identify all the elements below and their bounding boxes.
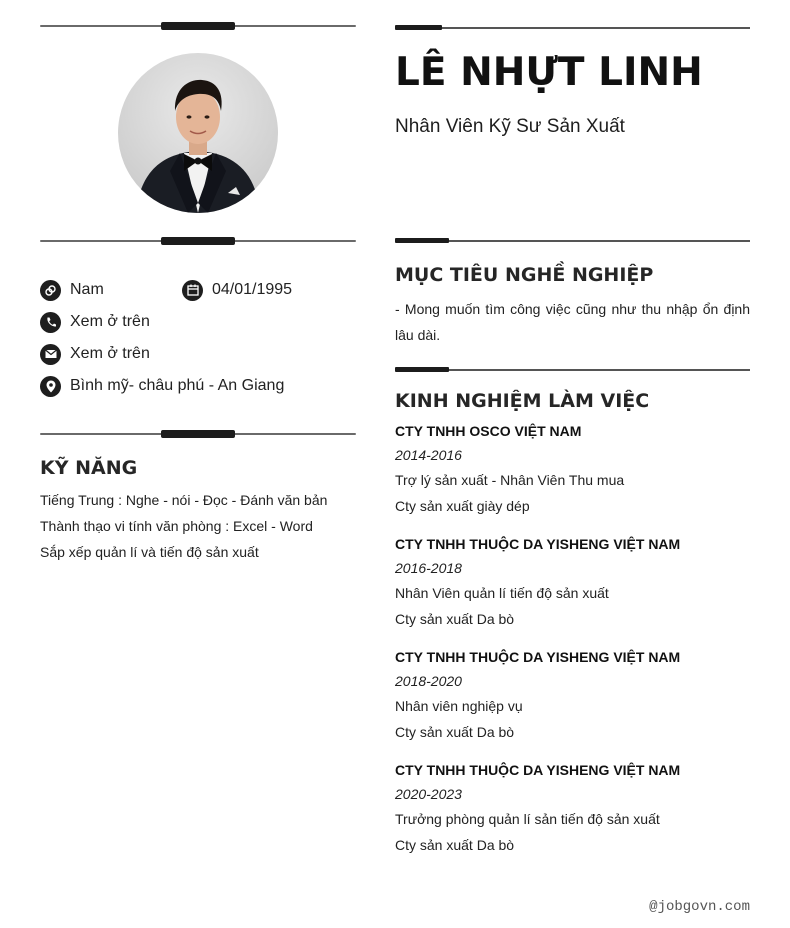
job-position: Trưởng phòng quản lí sản tiến độ sản xuất <box>395 811 660 827</box>
job-years: 2020-2023 <box>395 786 462 802</box>
divider-mid-left <box>40 236 356 247</box>
person-photo-icon <box>118 53 278 213</box>
objective-text: - Mong muốn tìm công việc cũng như thu nhập ổn định lâu dài. <box>395 301 750 343</box>
avatar <box>118 53 278 213</box>
job-entry <box>395 759 750 858</box>
gender-row <box>40 279 104 301</box>
candidate-role: Nhân Viên Kỹ Sư Sản Xuất <box>395 116 625 137</box>
email-value: Xem ở trên <box>70 345 150 362</box>
watermark-text: @jobgovn.com <box>649 899 750 915</box>
divider-top-left <box>40 21 356 32</box>
candidate-name: LÊ NHỰT LINH <box>395 50 703 95</box>
job-position: Nhân Viên quản lí tiến độ sản xuất <box>395 585 609 601</box>
job-years: 2018-2020 <box>395 673 462 689</box>
birthday-value: 04/01/1995 <box>212 281 293 298</box>
address-row <box>40 375 284 397</box>
gender-icon <box>40 280 61 301</box>
job-years: 2014-2016 <box>395 447 462 463</box>
job-place: Cty sản xuất Da bò <box>395 837 515 853</box>
job-entry <box>395 420 750 519</box>
objective-title: MỤC TIÊU NGHỀ NGHIỆP <box>395 264 654 286</box>
job-position: Nhân viên nghiệp vụ <box>395 698 523 714</box>
skill-item: Thành thạo vi tính văn phòng : Excel - Word <box>40 518 313 534</box>
job-position: Trợ lý sản xuất - Nhân Viên Thu mua <box>395 472 625 488</box>
address-value: Bình mỹ- châu phú - An Giang <box>70 377 285 394</box>
job-company: CTY TNHH OSCO VIỆT NAM <box>395 423 582 439</box>
job-company: CTY TNHH THUỘC DA YISHENG VIỆT NAM <box>395 536 681 552</box>
job-place: Cty sản xuất Da bò <box>395 724 515 740</box>
email-row <box>40 343 150 365</box>
phone-icon <box>40 312 61 333</box>
location-pin-icon <box>40 376 61 397</box>
skill-item: Tiếng Trung : Nghe - nói - Đọc - Đánh văn bản <box>40 492 328 508</box>
divider-objective <box>395 238 750 244</box>
phone-row <box>40 311 150 333</box>
experience-title: KINH NGHIỆM LÀM VIỆC <box>395 390 650 412</box>
birthday-row <box>182 279 292 301</box>
gender-value: Nam <box>70 281 104 298</box>
job-place: Cty sản xuất giày dép <box>395 498 530 514</box>
divider-top-right <box>395 25 750 31</box>
skills-title: KỸ NĂNG <box>40 457 138 479</box>
job-entry <box>395 646 750 745</box>
divider-skills <box>40 429 356 440</box>
job-place: Cty sản xuất Da bò <box>395 611 515 627</box>
job-years: 2016-2018 <box>395 560 462 576</box>
skill-item: Sắp xếp quản lí và tiến độ sản xuất <box>40 544 259 560</box>
job-company: CTY TNHH THUỘC DA YISHENG VIỆT NAM <box>395 649 681 665</box>
envelope-icon <box>40 344 61 365</box>
job-company: CTY TNHH THUỘC DA YISHENG VIỆT NAM <box>395 762 681 778</box>
phone-value: Xem ở trên <box>70 313 150 330</box>
job-entry <box>395 533 750 632</box>
divider-experience <box>395 367 750 373</box>
calendar-icon <box>182 280 203 301</box>
